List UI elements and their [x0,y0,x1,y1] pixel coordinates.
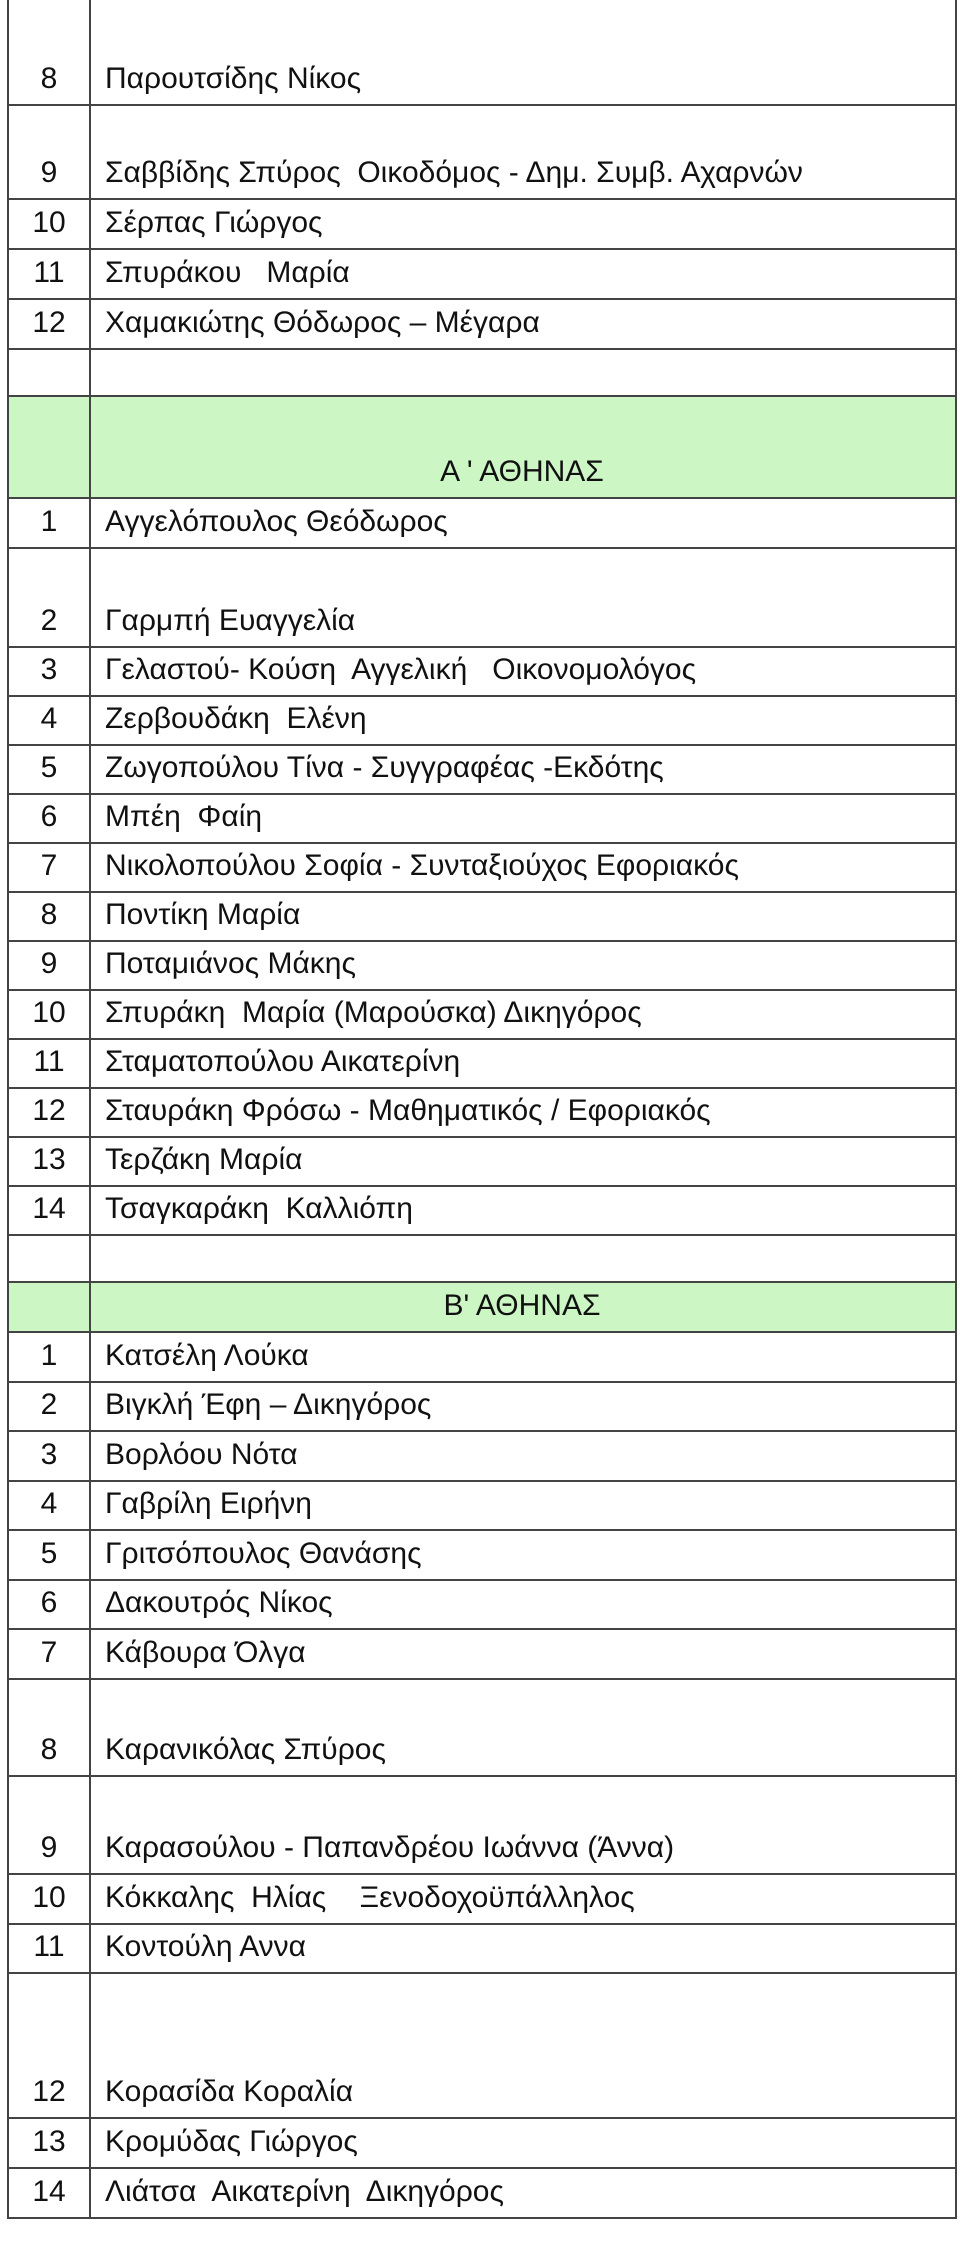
table-row [7,1432,957,1482]
row-name: Κόκκαλης Ηλίας Ξενοδοχοϋπάλληλος [105,1881,635,1914]
row-number: 14 [32,1192,66,1225]
row-number: 4 [40,1487,58,1520]
row-name: Καρασούλου - Παπανδρέου Ιωάννα (Άννα) [105,1831,675,1864]
row-name: Κοντούλη Αννα [105,1930,307,1963]
row-name: Τσαγκαράκη Καλλιόπη [105,1192,413,1225]
table-row [7,1925,957,1974]
table-row [7,991,957,1040]
row-name: Γριτσόπουλος Θανάσης [105,1537,422,1570]
row-number: 2 [40,604,58,637]
row-number: 12 [32,1094,66,1127]
row-name: Γαβρίλη Ειρήνη [105,1487,312,1520]
row-number: 11 [33,1045,65,1078]
table-row [7,893,957,942]
table-row [7,1974,957,2119]
section-title: Β' ΑΘΗΝΑΣ [443,1289,601,1322]
row-number: 1 [40,1339,58,1372]
row-name: Γελαστού- Κούση Αγγελική Οικονομολόγος [105,653,697,686]
table-row [7,1138,957,1187]
row-number: 10 [32,1881,66,1914]
row-number: 13 [32,2125,66,2158]
row-name: Τερζάκη Μαρία [105,1143,303,1176]
table-row [7,1482,957,1531]
row-name: Κάβουρα Όλγα [105,1636,306,1669]
row-name: Αγγελόπουλος Θεόδωρος [105,505,448,538]
section-title: Α ' ΑΘΗΝΑΣ [440,455,604,488]
blank-row [7,1236,957,1283]
table-row [7,648,957,697]
row-number: 12 [32,2075,66,2108]
row-number: 5 [40,1537,58,1570]
table-row [7,1333,957,1383]
row-number: 8 [40,62,58,95]
table-row [7,1187,957,1236]
row-number: 12 [32,306,66,339]
row-name: Μπέη Φαίη [105,800,263,833]
row-name: Ποντίκη Μαρία [105,898,301,931]
row-name: Γαρμπή Ευαγγελία [105,604,356,637]
row-number: 5 [40,751,58,784]
row-name: Παρουτσίδης Νίκος [105,62,362,95]
table-row [7,499,957,549]
row-name: Σέρπας Γιώργος [105,206,323,239]
table-row [7,844,957,893]
table-row [7,2119,957,2169]
table-row [7,1875,957,1925]
row-number: 10 [32,996,66,1029]
table-row [7,1777,957,1875]
row-number: 9 [40,156,58,189]
table-row [7,300,957,350]
table-row [7,795,957,844]
row-number: 3 [40,653,58,686]
table-row [7,1581,957,1630]
row-name: Ποταμιάνος Μάκης [105,947,356,980]
member-list-table [7,0,957,2219]
table-row [7,0,957,106]
table-row [7,2169,957,2219]
row-name: Σταυράκη Φρόσω - Μαθηματικός / Εφοριακός [105,1094,711,1127]
table-row [7,1383,957,1432]
section-header-a [7,397,957,499]
row-number: 4 [40,702,58,735]
table-row [7,942,957,991]
table-row [7,1089,957,1138]
row-number: 2 [40,1388,58,1421]
row-name: Κορασίδα Κοραλία [105,2075,354,2108]
section-header-b [7,1283,957,1333]
table-row [7,1040,957,1089]
row-number: 9 [40,1831,58,1864]
row-number: 8 [40,898,58,931]
row-number: 9 [40,947,58,980]
row-number: 7 [40,1636,58,1669]
row-name: Ζωγοπούλου Τίνα - Συγγραφέας -Εκδότης [105,751,664,784]
row-name: Ζερβουδάκη Ελένη [105,702,367,735]
row-name: Λιάτσα Αικατερίνη Δικηγόρος [105,2175,504,2208]
row-number: 11 [33,1930,65,1963]
row-number: 11 [33,256,65,289]
table-row [7,1680,957,1777]
row-name: Σταματοπούλου Αικατερίνη [105,1045,461,1078]
blank-row [7,350,957,397]
row-name: Σαββίδης Σπύρος Οικοδόμος - Δημ. Συμβ. Αχαρνών [105,156,803,189]
table-row [7,200,957,250]
table-row [7,250,957,300]
row-name: Δακουτρός Νίκος [105,1586,333,1619]
row-name: Κατσέλη Λούκα [105,1339,309,1372]
row-name: Βιγκλή Έφη – Δικηγόρος [105,1388,432,1421]
row-number: 13 [32,1143,66,1176]
row-name: Νικολοπούλου Σοφία - Συνταξιούχος Εφοριακός [105,849,739,882]
row-number: 8 [40,1733,58,1766]
row-number: 10 [32,206,66,239]
table-row [7,1630,957,1680]
table-row [7,746,957,795]
row-name: Κρομύδας Γιώργος [105,2125,358,2158]
row-number: 1 [40,505,58,538]
row-name: Καρανικόλας Σπύρος [105,1733,386,1766]
row-name: Σπυράκη Μαρία (Μαρούσκα) Δικηγόρος [105,996,642,1029]
table-row [7,697,957,746]
row-name: Χαμακιώτης Θόδωρος – Μέγαρα [105,306,540,339]
row-name: Βορλόου Νότα [105,1438,298,1471]
row-number: 6 [40,800,58,833]
table-row [7,106,957,200]
row-number: 3 [40,1438,58,1471]
row-number: 7 [40,849,58,882]
row-number: 6 [40,1586,58,1619]
table-row [7,549,957,648]
row-name: Σπυράκου Μαρία [105,256,350,289]
table-row [7,1531,957,1581]
row-number: 14 [32,2175,66,2208]
